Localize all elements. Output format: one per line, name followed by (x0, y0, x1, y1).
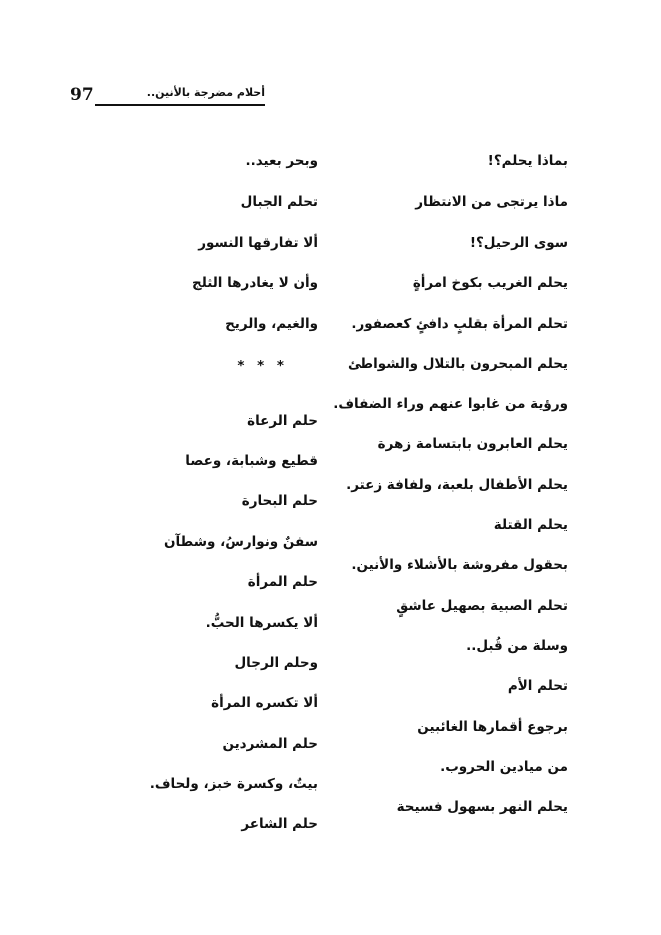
poem-line: وبحر بعيد.. (245, 153, 318, 169)
poem-line: حلم الرعاة (247, 413, 318, 429)
poem-line: وحلم الرجال (234, 655, 318, 671)
poem-line: يحلم الغريب بكوخ امرأةٍ (412, 275, 568, 291)
poem-line: من ميادين الحروب. (440, 759, 568, 775)
header-rule (95, 104, 265, 106)
poem-line: وسلة من قُبل.. (466, 638, 568, 654)
poem-line: يحلم القتلة (493, 517, 568, 533)
poem-line: ألا يكسرها الحبُّ. (205, 615, 318, 631)
poem-line: بماذا يحلم؟! (487, 153, 568, 169)
poem-line: بيتٌ، وكسرة خبز، ولحاف. (149, 776, 318, 792)
page-number: 97 (70, 85, 94, 105)
poem-line: ألا تفارقها النسور (198, 235, 318, 251)
poem-line: تحلم الأم (507, 678, 568, 694)
poem-line: بحقول مفروشة بالأشلاء والأنين. (351, 557, 568, 573)
running-title: أحلام مضرجة بالأنين.. (146, 86, 265, 99)
poem-line: حلم المشردين (222, 736, 318, 752)
poem-line: يحلم النهر بسهول فسيحة (396, 799, 568, 815)
poem-line: سوى الرحيل؟! (469, 235, 568, 251)
poem-line: ألا تكسره المرأة (211, 695, 318, 711)
poem-line: قطيع وشبابة، وعصا (185, 453, 318, 469)
poem-line: وأن لا يغادرها الثلج (191, 275, 318, 291)
poem-line: يحلم الأطفال بلعبة، ولفافة زعتر. (346, 477, 568, 493)
poem-line: تحلم الجبال (240, 194, 318, 210)
poem-line: تحلم المرأة بقلبٍ دافئٍ كعصفور. (351, 316, 568, 332)
poem-line: يحلم العابرون بابتسامة زهرة (377, 436, 568, 452)
poem-line: والغيم، والريح (225, 316, 318, 332)
poem-line: حلم المرأة (247, 574, 318, 590)
poem-line: تحلم الصبية بصهيل عاشقٍ (396, 598, 568, 614)
poem-line: سفنٌ ونوارسُ، وشطآن (163, 534, 318, 550)
poem-line: حلم البحارة (241, 493, 318, 509)
poem-line: ورؤية من غابوا عنهم وراء الضفاف. (333, 396, 568, 412)
poem-line: حلم الشاعر (241, 816, 318, 832)
poem-line: برجوع أقمارها الغائبين (417, 719, 568, 735)
section-separator: * * * (237, 358, 288, 374)
poem-line: يحلم المبحرون بالتلال والشواطئ (348, 356, 568, 372)
poem-line: ماذا يرتجى من الانتظار (415, 194, 568, 210)
